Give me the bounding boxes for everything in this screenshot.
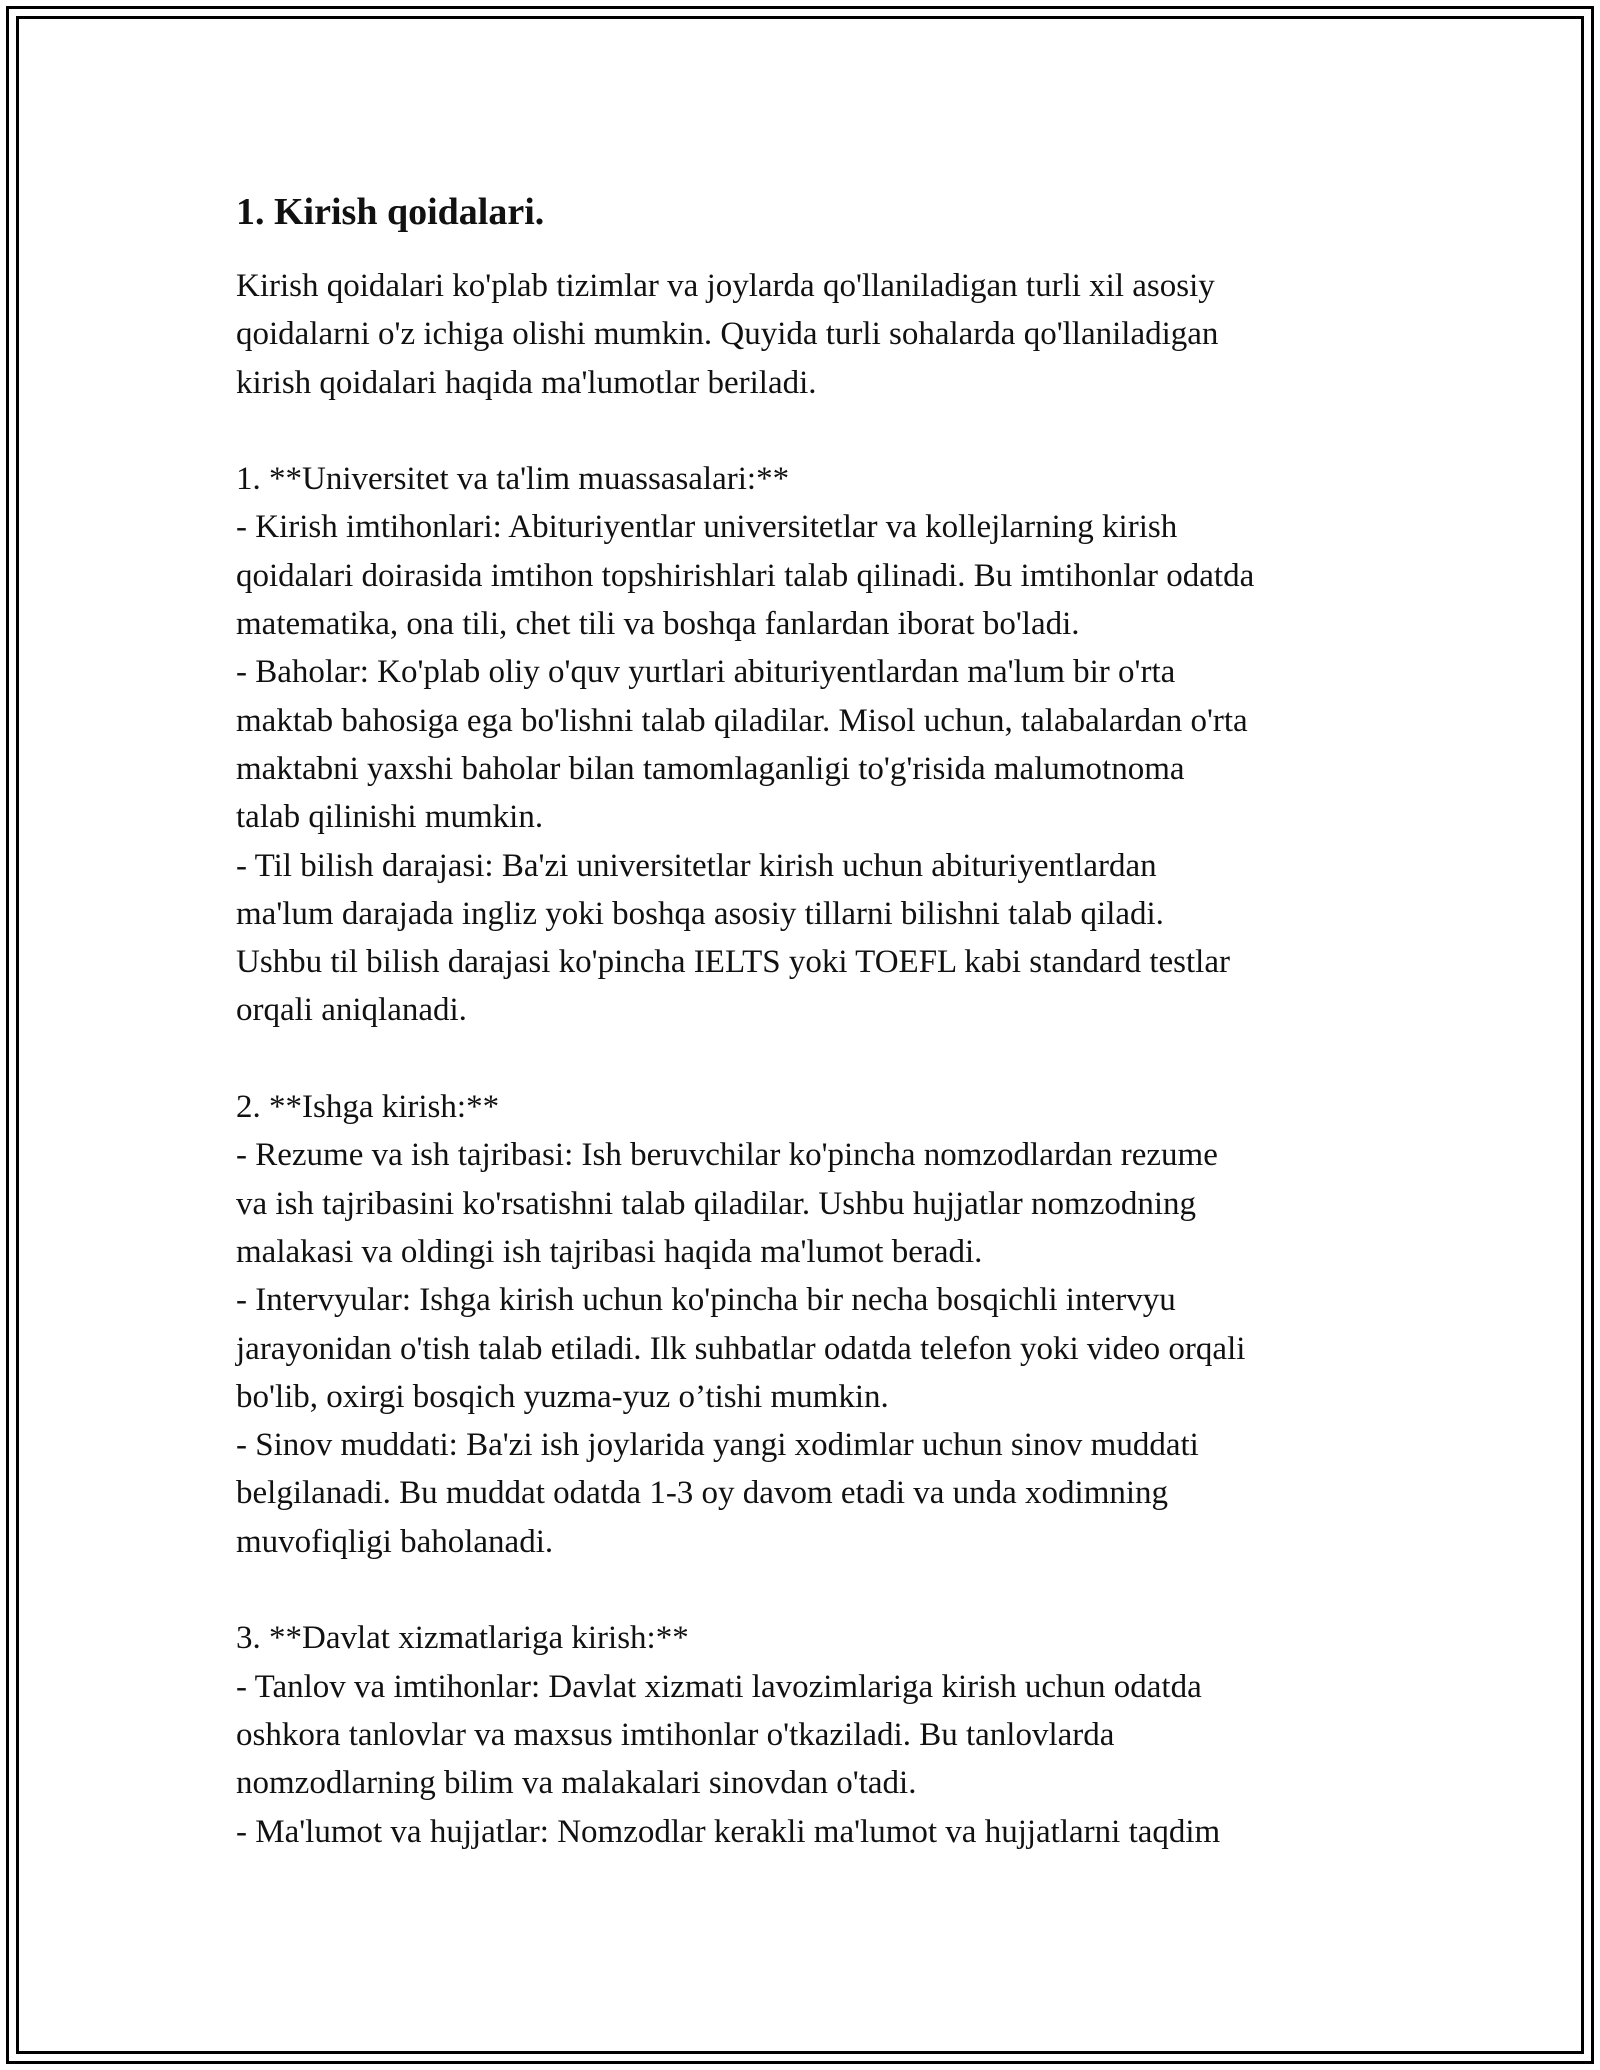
list-item: - Intervyular: Ishga kirish uchun ko'pincha bir necha bosqichli intervyu jarayonidan o'tish talab etiladi. Ilk suhbatlar odatda telefon yoki video orqali bo'lib, oxirgi bosqich yuzma-yuz o’tishi mumkin. <box>236 1282 1246 1415</box>
list-item: - Baholar: Ko'plab oliy o'quv yurtlari abituriyentlardan ma'lum bir o'rta maktab bahosiga ega bo'lishni talab qiladilar. Misol uchun, talabalardan o'rta maktabni yaxshi baholar bilan tamomlaganligi to'g'risida malumotnoma talab qilinishi mumkin. <box>236 654 1248 836</box>
section-employment <box>236 1083 1396 1566</box>
section-spacer <box>236 1035 1396 1083</box>
section-spacer <box>236 1566 1396 1614</box>
section-title: 3. **Davlat xizmatlariga kirish:** <box>236 1620 689 1657</box>
section-spacer <box>236 407 1396 455</box>
list-item: - Sinov muddati: Ba'zi ish joylarida yangi xodimlar uchun sinov muddati belgilanadi. Bu muddat odatda 1-3 oy davom etadi va unda xodimning muvofiqligi baholanadi. <box>236 1427 1199 1560</box>
list-item: - Rezume va ish tajribasi: Ish beruvchilar ko'pincha nomzodlardan rezume va ish tajribasini ko'rsatishni talab qiladilar. Ushbu hujjatlar nomzodning malakasi va oldingi ish tajribasi haqida ma'lumot beradi. <box>236 1137 1218 1270</box>
list-item: - Tanlov va imtihonlar: Davlat xizmati lavozimlariga kirish uchun odatda oshkora tanlovlar va maxsus imtihonlar o'tkaziladi. Bu tanlovlarda nomzodlarning bilim va malakalari sinovdan o'tadi. <box>236 1668 1202 1802</box>
section-public-service <box>236 1614 1396 1855</box>
section-universities <box>236 455 1396 1035</box>
document-body <box>236 188 1396 1856</box>
intro-paragraph: Kirish qoidalari ko'plab tizimlar va joylarda qo'llaniladigan turli xil asosiy qoidalarni o'z ichiga olishi mumkin. Quyida turli sohalarda qo'llaniladigan kirish qoidalari haqida ma'lumotlar beriladi. <box>236 268 1219 401</box>
list-item: - Til bilish darajasi: Ba'zi universitetlar kirish uchun abituriyentlardan ma'lum darajada ingliz yoki boshqa asosiy tillarni bilishni talab qiladi. Ushbu til bilish darajasi ko'pincha IELTS yoki TOEFL kabi standard testlar orqali aniqlanadi. <box>236 847 1230 1029</box>
list-item: - Ma'lumot va hujjatlar: Nomzodlar kerakli ma'lumot va hujjatlarni taqdim <box>236 1813 1221 1850</box>
section-title: 1. **Universitet va ta'lim muassasalari:** <box>236 461 790 498</box>
section-title: 2. **Ishga kirish:** <box>236 1089 500 1126</box>
list-item: - Kirish imtihonlari: Abituriyentlar universitetlar va kollejlarning kirish qoidalari doirasida imtihon topshirishlari talab qilinadi. Bu imtihonlar odatda matematika, ona tili, chet tili va boshqa fanlardan iborat bo'ladi. <box>236 509 1255 643</box>
document-heading: 1. Kirish qoidalari. <box>236 191 545 233</box>
